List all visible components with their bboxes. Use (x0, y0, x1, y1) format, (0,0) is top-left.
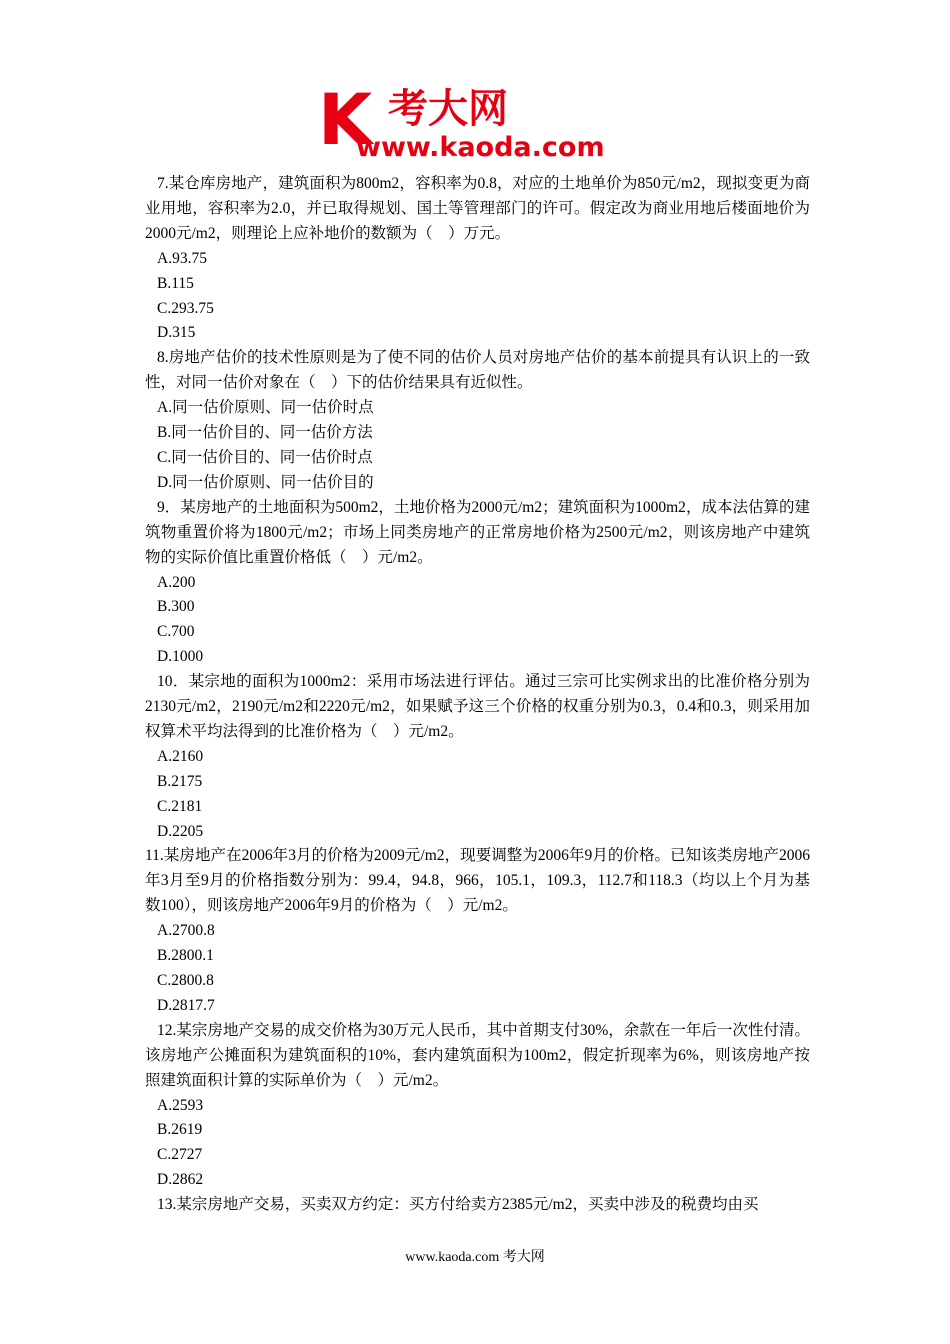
answer-option: B.2619 (157, 1121, 203, 1139)
kaoda-logo (318, 82, 638, 160)
question-stem: 7.某仓库房地产，建筑面积为800m2，容积率为0.8，对应的土地单价为850元/m2，现拟变更为商业用地，容积率为2.0，并已取得规划、国土等管理部门的许可。假定改为商业用地后楼面地价为2000元/m2，则理论上应补地价的数额为（ ）万元。 (145, 175, 810, 242)
answer-option: C.同一估价目的、同一估价时点 (157, 448, 373, 466)
question-stem: 10．某宗地的面积为1000m2：采用市场法进行评估。通过三宗可比实例求出的比准价格分别为2130元/m2，2190元/m2和2220元/m2，如果赋予这三个价格的权重分别为0.3，0.4和0.3，则采用加权算术平均法得到的比准价格为（ ）元/m2。 (145, 673, 810, 740)
question-stem: 13.某宗房地产交易，买卖双方约定：买方付给卖方2385元/m2，买卖中涉及的税费均由买 (157, 1196, 759, 1214)
answer-option: D.1000 (157, 648, 204, 666)
answer-option: A.同一估价原则、同一估价时点 (157, 399, 374, 417)
answer-option: A.2160 (157, 747, 204, 765)
logo-chinese-name: 考大网 (388, 86, 508, 132)
answer-option: A.2593 (157, 1096, 204, 1114)
logo-url: www.kaoda.com (356, 132, 605, 160)
answer-option: A.2700.8 (157, 922, 215, 940)
answer-option: B.2175 (157, 772, 203, 790)
answer-option: B.300 (157, 598, 195, 616)
question-stem: 8.房地产估价的技术性原则是为了使不同的估价人员对房地产估价的基本前提具有认识上的一致性，对同一估价对象在（ ）下的估价结果具有近似性。 (145, 349, 810, 392)
question-list (145, 172, 810, 1218)
answer-option: A.93.75 (157, 249, 207, 267)
answer-option: D.2862 (157, 1171, 204, 1189)
answer-option: B.115 (157, 274, 194, 292)
answer-option: D.2205 (157, 822, 204, 840)
answer-option: D.315 (157, 324, 196, 342)
answer-option: D.同一估价原则、同一估价目的 (157, 473, 374, 491)
answer-option: B.2800.1 (157, 947, 214, 965)
logo-k-letter: K (318, 82, 373, 160)
page-footer: www.kaoda.com 考大网 (405, 1250, 545, 1265)
kaoda-logo-graphic (318, 82, 638, 160)
answer-option: A.200 (157, 573, 196, 591)
answer-option: C.2181 (157, 797, 203, 815)
answer-option: D.2817.7 (157, 996, 215, 1014)
question-stem: 9．某房地产的土地面积为500m2，土地价格为2000元/m2；建筑面积为1000m2，成本法估算的建筑物重置价将为1800元/m2；市场上同类房地产的正常房地价格为2500元/m2，则该房地产中建筑物的实际价值比重置价格低（ ）元/m2。 (145, 498, 810, 566)
question-stem: 12.某宗房地产交易的成交价格为30万元人民币，其中首期支付30%，余款在一年后一次性付清。该房地产公摊面积为建筑面积的10%，套内建筑面积为100m2，假定折现率为6%，则该房地产按照建筑面积计算的实际单价为（ ）元/m2。 (145, 1021, 810, 1089)
answer-option: C.700 (157, 623, 195, 641)
question-stem: 11.某房地产在2006年3月的价格为2009元/m2，现要调整为2006年9月的价格。已知该类房地产2006年3月至9月的价格指数分别为：99.4，94.8，966，105.1，109.3，112.7和118.3（均以上个月为基数100），则该房地产2006年9月的价格为（ ）元/m2。 (145, 847, 810, 915)
answer-option: C.2800.8 (157, 972, 214, 989)
answer-option: B.同一估价目的、同一估价方法 (157, 424, 373, 442)
answer-option: C.293.75 (157, 299, 214, 317)
answer-option: C.2727 (157, 1146, 203, 1164)
